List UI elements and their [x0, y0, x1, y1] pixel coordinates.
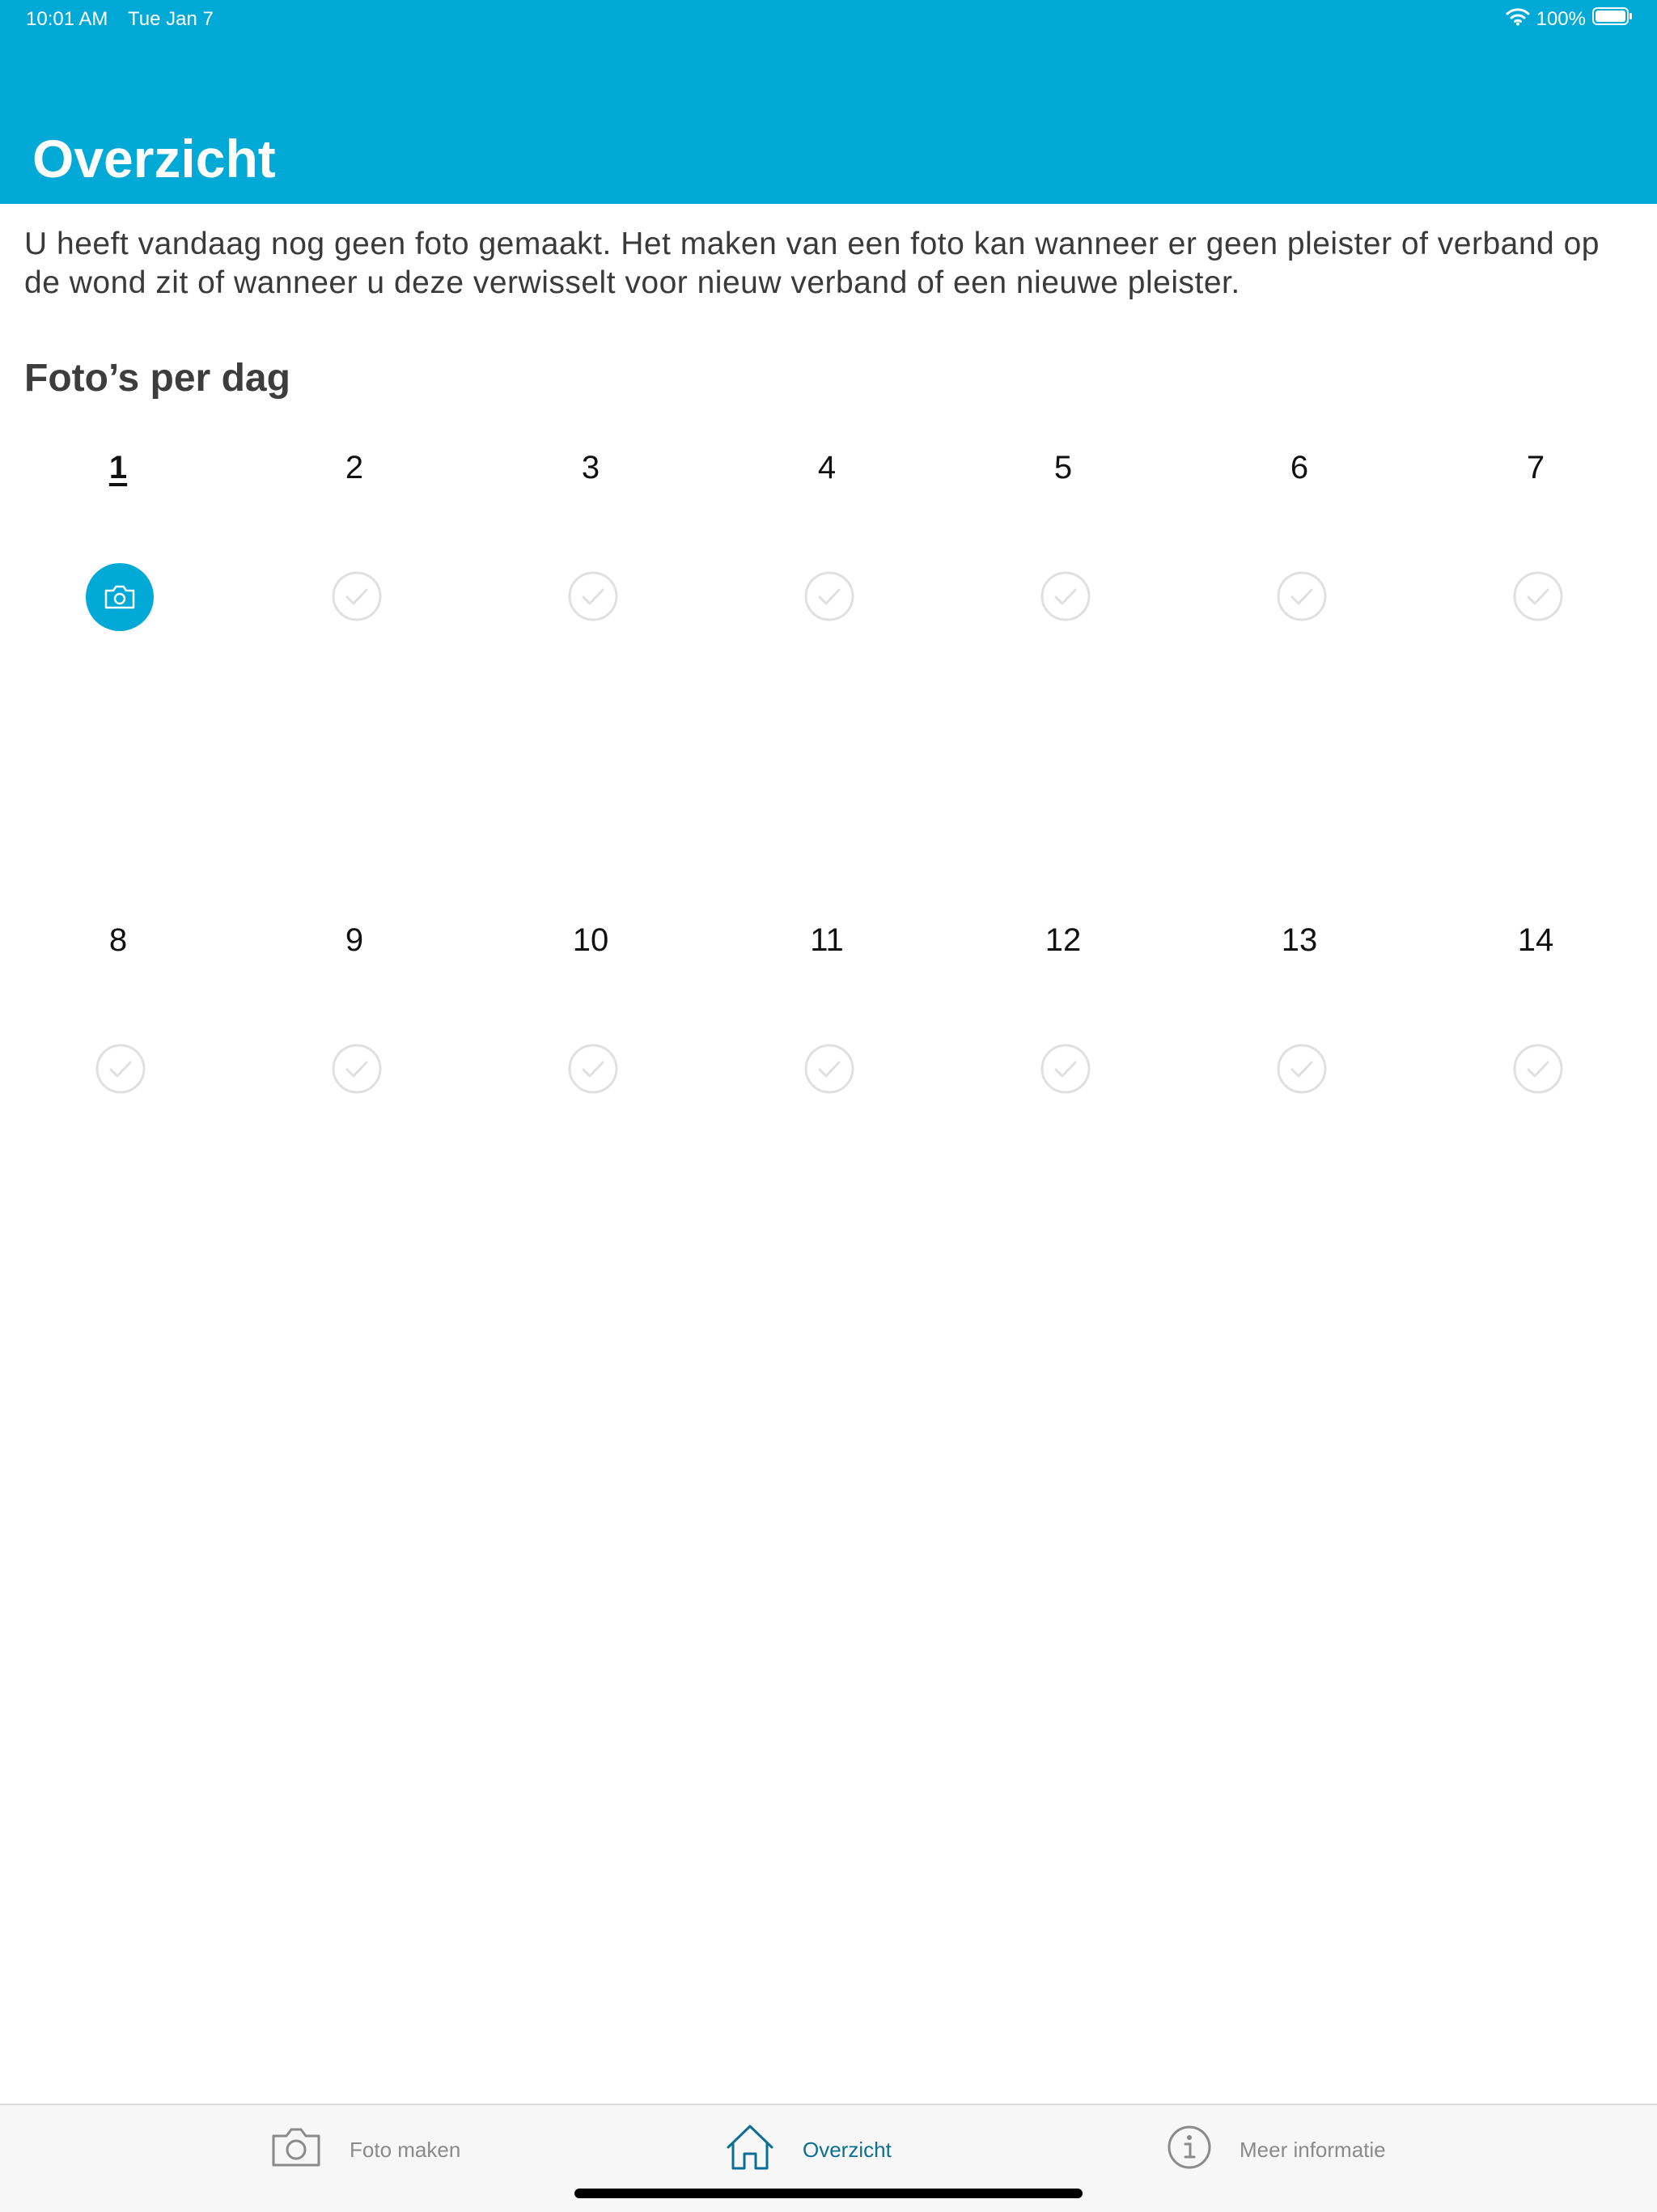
info-icon [1167, 2125, 1212, 2176]
day-number: 12 [1045, 922, 1082, 958]
battery-icon [1592, 6, 1633, 32]
status-date: Tue Jan 7 [128, 8, 214, 30]
day-cell-2 [290, 450, 419, 628]
day-number: 6 [1290, 450, 1309, 485]
day-number: 14 [1517, 922, 1554, 958]
camera-icon [104, 584, 136, 610]
check-icon [330, 1042, 384, 1095]
tab-label: Meer informatie [1240, 2137, 1386, 2162]
day-cell-1 [53, 450, 183, 628]
check-icon [330, 570, 384, 623]
check-icon [1275, 570, 1329, 623]
check-icon [803, 1042, 856, 1095]
day-number: 7 [1526, 450, 1545, 485]
day-number: 10 [572, 922, 609, 958]
tab-meer-informatie[interactable] [1167, 2121, 1386, 2178]
day-number: 8 [108, 922, 128, 958]
day-number: 5 [1053, 450, 1073, 485]
check-icon [566, 570, 620, 623]
day-cell-4 [762, 450, 892, 628]
tab-label: Foto maken [350, 2137, 461, 2162]
tab-bar [0, 2104, 1657, 2212]
day-number: 11 [810, 922, 844, 958]
header-bar [0, 0, 1657, 204]
wifi-icon [1506, 6, 1530, 32]
battery-percentage: 100% [1536, 7, 1586, 30]
day-cell-12 [998, 922, 1128, 1100]
check-icon [803, 570, 856, 623]
section-title: Foto’s per dag [24, 357, 290, 400]
page-title: Overzicht [32, 129, 276, 189]
day-cell-6 [1235, 450, 1364, 628]
day-number: 4 [817, 450, 837, 485]
day-cell-13 [1235, 922, 1364, 1100]
day-number: 2 [345, 450, 364, 485]
check-icon [566, 1042, 620, 1095]
tab-foto-maken[interactable] [270, 2121, 460, 2178]
tab-label: Overzicht [803, 2137, 892, 2162]
day-cell-14 [1471, 922, 1600, 1100]
day-number: 1 [108, 450, 128, 485]
check-icon [1039, 1042, 1092, 1095]
day-number: 9 [345, 922, 364, 958]
day-cell-10 [526, 922, 655, 1100]
intro-text: U heeft vandaag nog geen foto gemaakt. Het maken van een foto kan wanneer er geen pleister of verband op de wond zit of wanneer u deze verwisselt voor nieuw verband of een nieuwe pleister. [24, 227, 1600, 300]
home-indicator [574, 2189, 1083, 2198]
day-cell-9 [290, 922, 419, 1100]
day-cell-5 [998, 450, 1128, 628]
day-cell-11 [762, 922, 892, 1100]
check-icon [1275, 1042, 1329, 1095]
camera-icon [270, 2125, 322, 2176]
take-photo-button[interactable] [86, 563, 154, 631]
tab-overzicht[interactable] [725, 2121, 892, 2178]
check-icon [1511, 1042, 1565, 1095]
status-indicators [1506, 6, 1633, 32]
home-icon [725, 2123, 775, 2177]
day-cell-3 [526, 450, 655, 628]
check-icon [1039, 570, 1092, 623]
day-cell-7 [1471, 450, 1600, 628]
status-time: 10:01 AM [26, 8, 108, 30]
day-cell-8 [53, 922, 183, 1100]
check-icon [1511, 570, 1565, 623]
status-bar [0, 0, 1657, 39]
day-number: 13 [1281, 922, 1318, 958]
check-icon [94, 1042, 147, 1095]
day-number: 3 [581, 450, 600, 485]
